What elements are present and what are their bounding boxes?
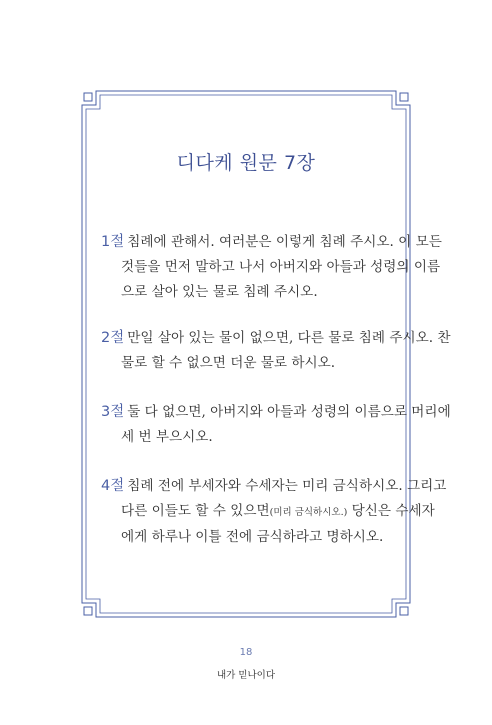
verse-3: [101, 400, 451, 450]
verse-line: 1절 침례에 관해서. 여러분은 이렇게 침례 주시오. 이 모든: [101, 234, 442, 250]
verse-line: 으로 살아 있는 물로 침례 주시오.: [121, 284, 318, 300]
verse-number: 3절: [101, 404, 125, 420]
verse-line: 4절 침례 전에 부세자와 수세자는 미리 금식하시오. 그리고: [101, 478, 447, 494]
verse-line: 세 번 부으시오.: [121, 429, 213, 445]
verse-4: [101, 474, 447, 550]
verse-line: 에게 하루나 이틀 전에 금식하라고 명하시오.: [121, 529, 384, 545]
verse-line: 다른 이들도 할 수 있으면(미리 금식하시오.) 당신은 수세자: [121, 503, 435, 519]
verse-line: 물로 할 수 없으면 더운 물로 하시오.: [121, 355, 336, 371]
parenthetical-note: (미리 금식하시오.): [269, 507, 348, 518]
verse-number: 2절: [101, 330, 125, 346]
verse-line: 3절 둘 다 없으면, 아버지와 아들과 성령의 이름으로 머리에: [101, 404, 451, 420]
verse-line: 2절 만일 살아 있는 물이 없으면, 다른 물로 침례 주시오. 찬: [101, 330, 451, 346]
verse-number: 4절: [101, 478, 125, 494]
verse-1: [101, 230, 442, 305]
verse-2: [101, 326, 451, 376]
book-title: 내가 믿나이다: [216, 670, 276, 681]
page-title: 디다케 원문 7장: [176, 152, 316, 174]
verse-number: 1절: [101, 234, 125, 250]
verse-line: 것들을 먼저 말하고 나서 아버지와 아들과 성령의 이름: [121, 259, 441, 275]
page-number: 18: [239, 647, 253, 658]
